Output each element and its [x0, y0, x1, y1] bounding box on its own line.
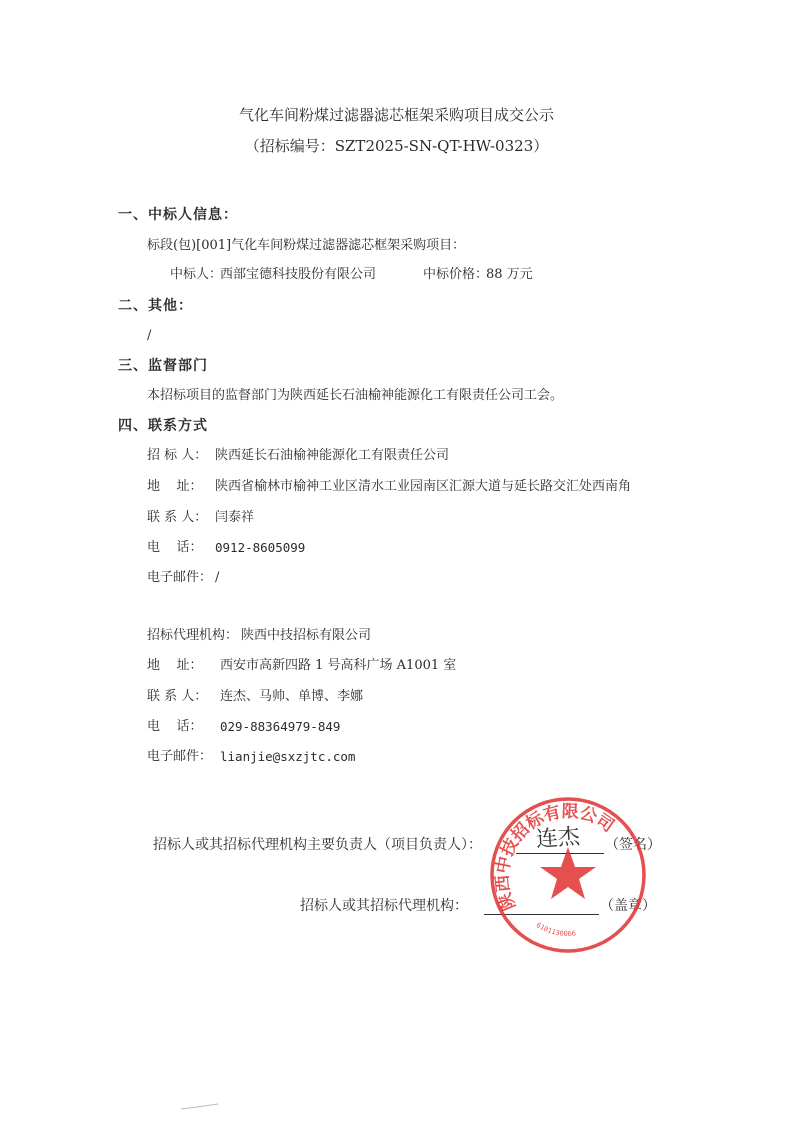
agency-phone-label: 电 话： [147, 719, 203, 734]
agency-address-label: 地 址： [147, 658, 203, 673]
stamp-suffix: （盖章） [600, 898, 656, 914]
tenderer-phone-label: 电 话： [147, 540, 203, 555]
price-value: 88 万元 [486, 267, 533, 282]
winner-label: 中标人： [170, 267, 223, 282]
bid-number: （招标编号：SZT2025-SN-QT-HW-0323） [244, 137, 549, 155]
svg-text:6101130066 [535, 921, 577, 938]
agency-email-label: 电子邮件： [147, 749, 213, 764]
agency-contact-label: 联 系 人： [147, 689, 208, 704]
doc-title: 气化车间粉煤过滤器滤芯框架采购项目成交公示 [238, 106, 554, 124]
lot-line: 标段(包)[001]气化车间粉煤过滤器滤芯框架采购项目： [147, 238, 466, 253]
agency-address: 西安市高新四路 1 号高科广场 A1001 室 [220, 658, 457, 673]
agency-phone: 029-88364979-849 [220, 719, 341, 734]
tenderer-phone: 0912-8605099 [215, 540, 306, 555]
agency-name: 陕西中技招标有限公司 [241, 628, 372, 643]
tenderer-email-label: 电子邮件： [147, 570, 213, 585]
seal-text: 陕西中技招标有限公司 [492, 801, 618, 914]
tenderer-contact-label: 联 系 人： [147, 510, 208, 525]
tenderer-name: 陕西延长石油榆神能源化工有限责任公司 [215, 448, 450, 463]
tenderer-contact: 闫泰祥 [215, 510, 255, 525]
tenderer-address: 陕西省榆林市榆神工业区清水工业园南区汇源大道与延长路交汇处西南角 [215, 479, 632, 494]
agency-name-label: 招标代理机构： [147, 628, 239, 643]
section-3-content: 本招标项目的监督部门为陕西延长石油榆神能源化工有限责任公司工会。 [147, 388, 564, 403]
tenderer-email: / [215, 570, 220, 585]
stamp-label: 招标人或其招标代理机构： [300, 898, 468, 914]
handwritten-signature: 连杰 [535, 824, 581, 853]
price-label: 中标价格： [423, 267, 489, 282]
signature-label: 招标人或其招标代理机构主要负责人（项目负责人）： [153, 837, 482, 853]
tenderer-name-label: 招 标 人： [147, 448, 208, 463]
scan-artifact [180, 1103, 220, 1111]
company-seal [488, 795, 648, 955]
section-2-content: / [147, 328, 152, 343]
agency-contact: 连杰、马帅、单博、李娜 [220, 689, 364, 704]
section-4-heading: 四、联系方式 [118, 418, 208, 434]
winner-name: 西部宝德科技股份有限公司 [220, 267, 377, 282]
section-1-heading: 一、中标人信息： [118, 207, 238, 223]
agency-email: lianjie@sxzjtc.com [220, 749, 356, 764]
seal-serial: 6101130066 [534, 921, 577, 939]
section-3-heading: 三、监督部门 [118, 358, 208, 374]
tenderer-address-label: 地 址： [147, 479, 203, 494]
section-2-heading: 二、其他： [118, 298, 193, 314]
signature-suffix: （签名） [605, 837, 661, 853]
svg-text:陕西中技招标有限公司 [492, 801, 618, 913]
